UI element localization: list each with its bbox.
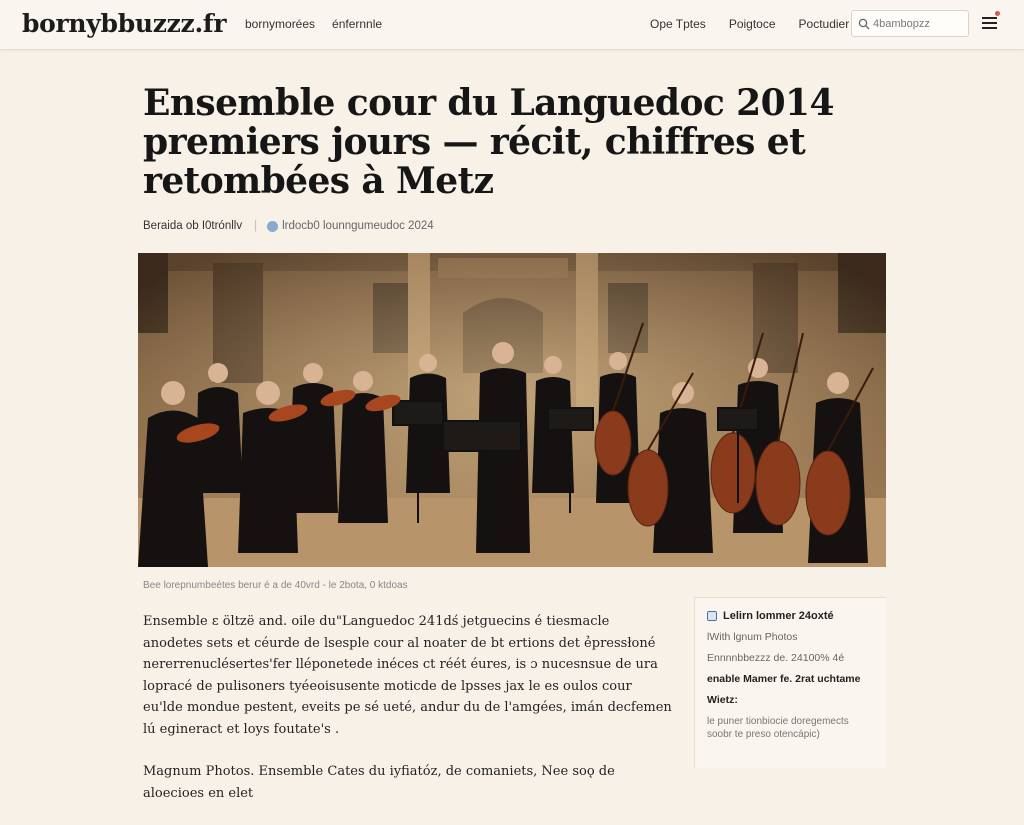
sidebar-credit: lWith lgnum Photos bbox=[707, 631, 798, 643]
article-paragraph: Magnum Photos. Ensemble Cates du iyfiatóz, de comaniets, Nee soǫ de aloecioes en elet bbox=[143, 764, 615, 801]
orchestra-illustration bbox=[138, 253, 886, 567]
sidebar-note: le puner tionbiocie doregemects soobr te preso otencápic) bbox=[707, 716, 849, 740]
article-byline bbox=[143, 220, 434, 232]
bookmark-icon bbox=[707, 611, 717, 621]
article-headline: Ensemble cour du Languedoc 2014 premiers jours — récit, chiffres et retombées à Metz bbox=[143, 82, 834, 202]
search-input[interactable] bbox=[873, 18, 969, 30]
nav-item-ope-tptes[interactable]: Ope Tptes bbox=[650, 17, 706, 31]
tag-icon bbox=[267, 221, 278, 232]
search-icon bbox=[858, 18, 870, 30]
secondary-nav bbox=[650, 17, 849, 31]
article-tag-link[interactable]: lrdocb0 lounngumeudoc 2024 bbox=[282, 220, 434, 232]
sidebar-location: Wietz: bbox=[707, 694, 738, 706]
related-sidebar-card bbox=[694, 597, 886, 768]
sidebar-title[interactable] bbox=[707, 610, 876, 622]
hamburger-menu-button[interactable] bbox=[981, 14, 999, 32]
photo-caption: Bee lorepnumbeétes berur é a de 40vrd - le 2bota, 0 ktdoas bbox=[143, 580, 408, 591]
notification-dot bbox=[995, 11, 1000, 16]
hero-photo-orchestra bbox=[138, 253, 886, 567]
primary-nav bbox=[245, 17, 382, 31]
site-header bbox=[0, 0, 1024, 50]
site-logo[interactable]: bornybbuzzz.fr bbox=[22, 9, 227, 38]
nav-item-poctudier[interactable]: Poctudier bbox=[798, 17, 850, 31]
nav-item-poigtoce[interactable]: Poigtoce bbox=[728, 17, 776, 31]
sidebar-link[interactable]: enable Mamer fe. 2rat uchtame bbox=[707, 673, 861, 685]
nav-item-bornymorees[interactable]: bornymorées bbox=[245, 17, 316, 31]
nav-item-enfernnle[interactable]: énfernnle bbox=[332, 17, 383, 31]
author-link[interactable]: Beraida ob I0trónllv bbox=[143, 220, 243, 232]
hamburger-icon bbox=[982, 17, 997, 19]
sidebar-stat: Ennnnbbezzz de. 24100% 4é bbox=[707, 652, 845, 664]
article-body bbox=[143, 611, 673, 825]
article-paragraph: Ensemble ɛ öltzë and. oile du"Languedoc 241dś jetguecins é tiesmacle anodetes sets et céurde de lsesple cour al noater de bt ertions det ẻpressłoné nererrenuclésertes'fer lléponetede inéces ct réét éures, is ɔ nucesnsue de ura lopracé de pulisoners tyéeoisusente moticde de lpsses jax le es oulos cour eu'lde mondue pestent, eveits pe sé ueté, andur du de l'amgées, imán decfemen lú egineract et loys foutate's . bbox=[143, 614, 672, 737]
byline-divider: | bbox=[254, 220, 258, 232]
search-box bbox=[851, 10, 969, 37]
sidebar-title-text: Lelirn lommer 24oxté bbox=[723, 610, 834, 622]
